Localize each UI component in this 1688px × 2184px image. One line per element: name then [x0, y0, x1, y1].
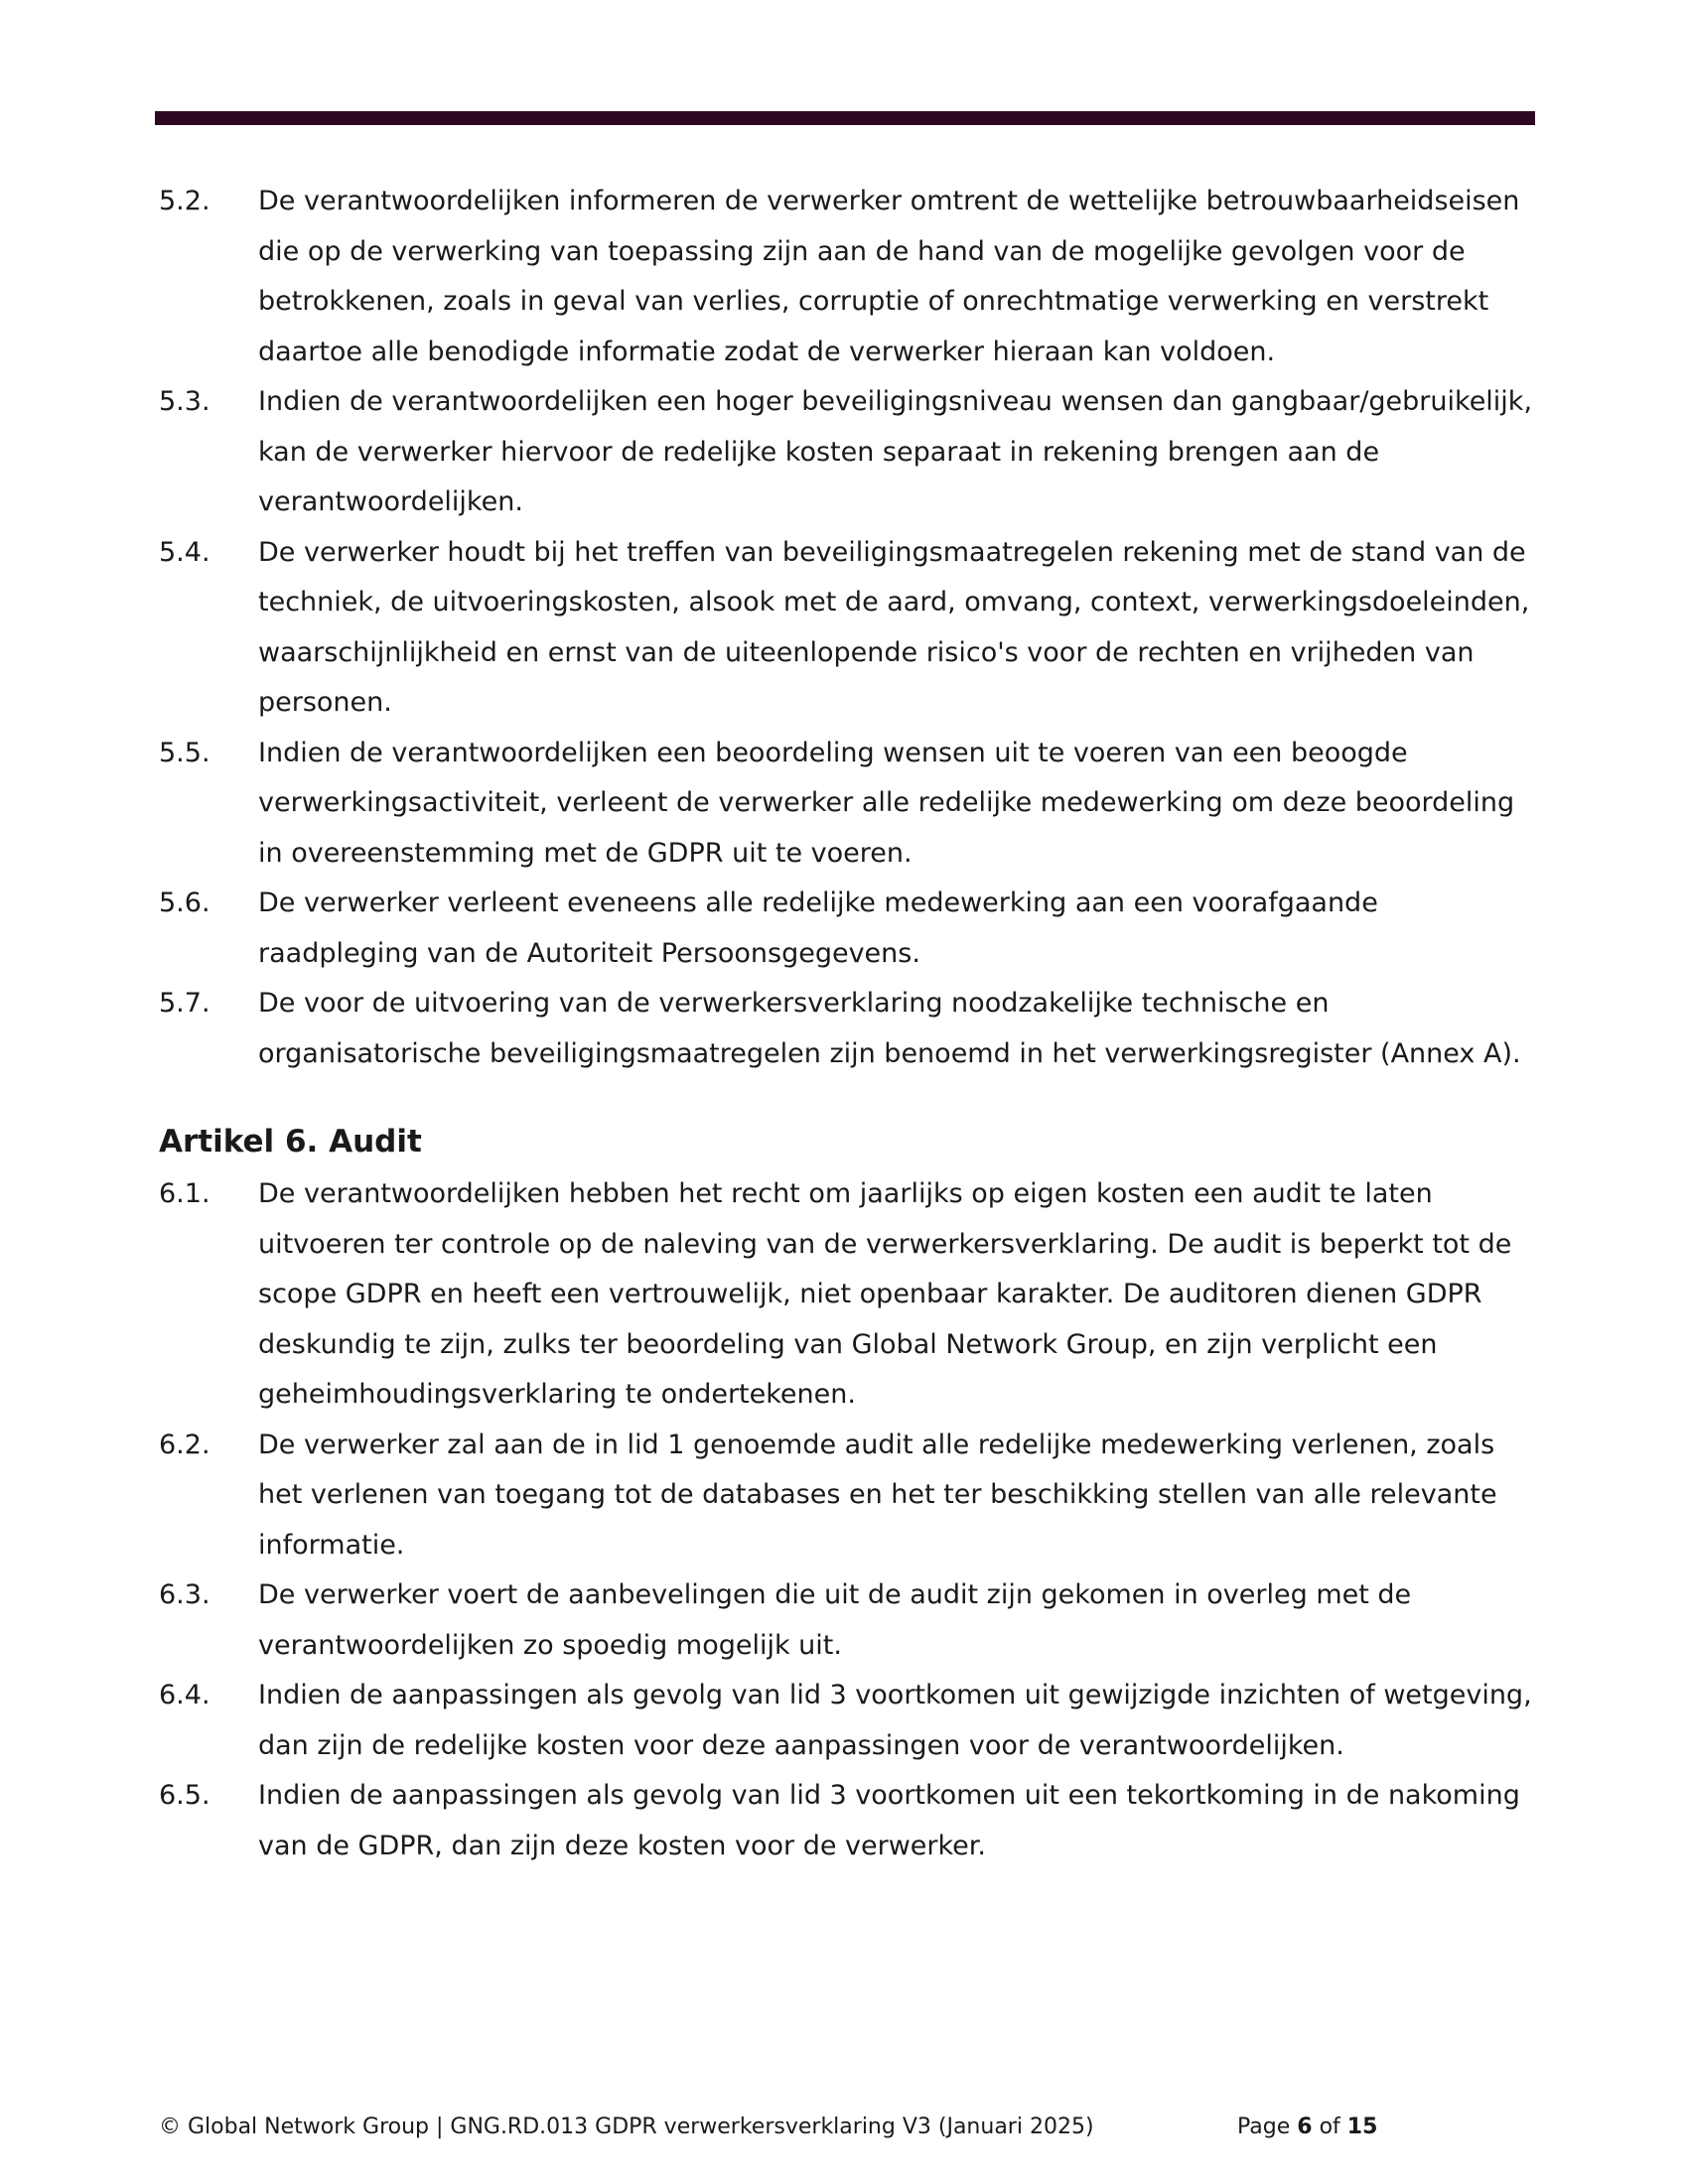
- clause-text: De verwerker houdt bij het treffen van beveiligingsmaatregelen rekening met de stand van de techniek, de uitvoeringskosten, alsook met de aard, omvang, context, verwerkingsdoeleinden, waarschijnlijkheid en ernst van de uiteenlopende risico's voor de rechten en vrijheden van personen.: [258, 536, 1530, 718]
- clause-number: 6.1.: [159, 1178, 211, 1209]
- clause-text: De verantwoordelijken hebben het recht om jaarlijks op eigen kosten een audit te laten uitvoeren ter controle op de naleving van de verwerkersverklaring. De audit is beperkt tot de scope GDPR en heeft een vertrouwelijk, niet openbaar karakter. De auditoren dienen GDPR deskundig te zijn, zulks ter beoordeling van Global Network Group, en zijn verplicht een geheimhoudingsverklaring te ondertekenen.: [258, 1178, 1512, 1410]
- clause-text: De voor de uitvoering van de verwerkersverklaring noodzakelijke technische en organisatorische beveiligingsmaatregelen zijn benoemd in het verwerkingsregister (Annex A).: [258, 988, 1521, 1069]
- clause-5-3: [159, 377, 1539, 528]
- clause-number: 5.2.: [159, 186, 211, 216]
- clause-number: 6.4.: [159, 1680, 211, 1710]
- page-indicator: [1237, 2113, 1377, 2142]
- clause-text: De verwerker voert de aanbevelingen die uit de audit zijn gekomen in overleg met de verantwoordelijken zo spoedig mogelijk uit.: [258, 1579, 1412, 1661]
- page-of: of: [1319, 2115, 1340, 2139]
- clause-number: 5.3.: [159, 386, 211, 417]
- clause-text: De verwerker zal aan de in lid 1 genoemde audit alle redelijke medewerking verlenen, zoals het verlenen van toegang tot de databases en het ter beschikking stellen van alle relevante informatie.: [258, 1429, 1497, 1561]
- page-total: 15: [1346, 2115, 1378, 2139]
- clause-5-7: [159, 979, 1539, 1079]
- clause-5-5: [159, 729, 1539, 880]
- article-6-heading: Artikel 6. Audit: [159, 1124, 422, 1160]
- clause-text: Indien de aanpassingen als gevolg van lid 3 voortkomen uit een tekortkoming in de nakoming van de GDPR, dan zijn deze kosten voor de verwerker.: [258, 1780, 1520, 1861]
- page-label: Page: [1237, 2115, 1291, 2139]
- clause-text: Indien de aanpassingen als gevolg van lid 3 voortkomen uit gewijzigde inzichten of wetgeving, dan zijn de redelijke kosten voor deze aanpassingen voor de verantwoordelijken.: [258, 1680, 1532, 1761]
- clause-number: 6.2.: [159, 1429, 211, 1460]
- clause-5-4: [159, 528, 1539, 729]
- clause-text: Indien de verantwoordelijken een beoordeling wensen uit te voeren van een beoogde verwerkingsactiviteit, verleent de verwerker alle redelijke medewerking om deze beoordeling in overeenstemming met de GDPR uit te voeren.: [258, 737, 1515, 869]
- clause-text: De verwerker verleent eveneens alle redelijke medewerking aan een voorafgaande raadpleging van de Autoriteit Persoonsgegevens.: [258, 887, 1378, 969]
- footer-copyright: © Global Network Group | GNG.RD.013 GDPR verwerkersverklaring V3 (Januari 2025): [159, 2115, 1094, 2139]
- header-rule: [155, 111, 1535, 125]
- clause-6-3: [159, 1570, 1539, 1671]
- clause-6-1: [159, 1169, 1539, 1421]
- clause-6-5: [159, 1771, 1539, 1871]
- clause-number: 5.4.: [159, 536, 211, 568]
- clause-text: Indien de verantwoordelijken een hoger beveiligingsniveau wensen dan gangbaar/gebruikelijk, kan de verwerker hiervoor de redelijke kosten separaat in rekening brengen aan de verantwoordelijken.: [258, 386, 1533, 517]
- clause-6-4: [159, 1671, 1539, 1771]
- clause-number: 6.5.: [159, 1780, 211, 1811]
- clause-number: 5.5.: [159, 737, 211, 768]
- clause-number: 6.3.: [159, 1579, 211, 1610]
- clause-number: 5.7.: [159, 988, 211, 1019]
- page-current: 6: [1297, 2115, 1313, 2139]
- clause-6-2: [159, 1421, 1539, 1571]
- clause-text: De verantwoordelijken informeren de verwerker omtrent de wettelijke betrouwbaarheidseisen die op de verwerking van toepassing zijn aan de hand van de mogelijke gevolgen voor de betrokkenen, zoals in geval van verlies, corruptie of onrechtmatige verwerking en verstrekt daartoe alle benodigde informatie zodat de verwerker hieraan kan voldoen.: [258, 186, 1520, 367]
- clause-number: 5.6.: [159, 887, 211, 918]
- clause-5-2: [159, 177, 1539, 377]
- clause-5-6: [159, 879, 1539, 979]
- document-body: [159, 177, 1539, 1871]
